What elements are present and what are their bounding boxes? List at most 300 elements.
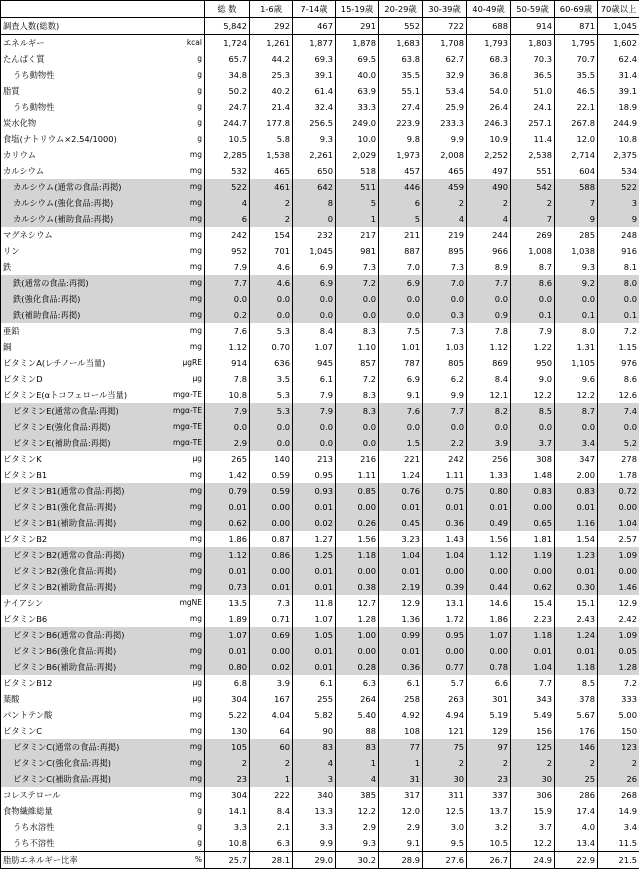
value-cell: 1,708 [423, 35, 467, 52]
value-cell: 7.4 [598, 403, 639, 419]
value-cell: 265 [205, 451, 250, 467]
table-row [1, 35, 639, 52]
value-cell: 343 [511, 691, 555, 707]
value-cell: 857 [336, 355, 379, 371]
value-cell: 5.22 [205, 707, 250, 723]
value-cell: 34.8 [205, 67, 250, 83]
table-row [1, 691, 639, 707]
value-cell: 1 [379, 755, 423, 771]
value-cell: 291 [336, 18, 379, 35]
value-cell: 467 [293, 18, 336, 35]
table-row [1, 563, 639, 579]
value-cell: 2.2 [423, 435, 467, 451]
value-cell: 1,877 [293, 35, 336, 52]
table-row [1, 643, 639, 659]
table-row [1, 323, 639, 339]
row-unit: g [161, 819, 205, 835]
value-cell: 8.5 [555, 675, 598, 691]
value-cell: 532 [205, 163, 250, 179]
value-cell: 0.9 [467, 307, 511, 323]
value-cell: 0.00 [336, 643, 379, 659]
value-cell: 1.16 [555, 515, 598, 531]
column-header: 総 数 [205, 1, 250, 18]
value-cell: 895 [423, 243, 467, 259]
value-cell: 0.0 [205, 291, 250, 307]
value-cell: 12.5 [423, 803, 467, 819]
value-cell: 308 [511, 451, 555, 467]
value-cell: 8.6 [511, 275, 555, 291]
value-cell: 24.9 [511, 852, 555, 869]
value-cell: 0.0 [205, 419, 250, 435]
value-cell: 242 [423, 451, 467, 467]
value-cell: 7.9 [205, 259, 250, 275]
value-cell: 3 [598, 195, 639, 211]
value-cell: 2.57 [598, 531, 639, 547]
value-cell: 0.49 [467, 515, 511, 531]
value-cell: 0.01 [293, 499, 336, 515]
value-cell: 11.4 [511, 131, 555, 147]
row-unit: mg [161, 195, 205, 211]
value-cell: 21.4 [250, 99, 293, 115]
value-cell: 1.09 [598, 547, 639, 563]
row-unit: mg [161, 259, 205, 275]
value-cell: 2,261 [293, 147, 336, 163]
value-cell: 1.04 [423, 547, 467, 563]
value-cell: 55.1 [379, 83, 423, 99]
value-cell: 0.00 [598, 563, 639, 579]
value-cell: 8.4 [467, 371, 511, 387]
row-unit: μg [161, 675, 205, 691]
value-cell: 1.18 [336, 547, 379, 563]
value-cell: 6.8 [205, 675, 250, 691]
value-cell: 18.9 [598, 99, 639, 115]
value-cell: 5.3 [250, 387, 293, 403]
row-unit: mg [161, 723, 205, 739]
value-cell: 6.9 [379, 275, 423, 291]
value-cell: 8.2 [467, 403, 511, 419]
value-cell: 805 [423, 355, 467, 371]
table-row [1, 371, 639, 387]
value-cell: 0.01 [511, 643, 555, 659]
value-cell: 1.42 [205, 467, 250, 483]
value-cell: 0.01 [293, 563, 336, 579]
value-cell: 0.01 [555, 499, 598, 515]
value-cell: 0.0 [293, 291, 336, 307]
value-cell: 9.2 [555, 275, 598, 291]
row-label: ビタミンC(通常の食品:再掲) [1, 739, 161, 755]
value-cell: 0.01 [205, 499, 250, 515]
value-cell: 50.2 [205, 83, 250, 99]
value-cell: 7.3 [423, 259, 467, 275]
value-cell: 23 [205, 771, 250, 787]
value-cell: 0.80 [205, 659, 250, 675]
value-cell: 0.69 [250, 627, 293, 643]
value-cell: 211 [379, 227, 423, 243]
row-unit: mg [161, 147, 205, 163]
value-cell: 2,538 [511, 147, 555, 163]
table-row [1, 707, 639, 723]
value-cell: 24.1 [511, 99, 555, 115]
row-unit: mg [161, 467, 205, 483]
value-cell: 0.39 [423, 579, 467, 595]
row-label: カリウム [1, 147, 161, 163]
value-cell: 0.0 [555, 419, 598, 435]
table-row [1, 627, 639, 643]
value-cell: 10.8 [598, 131, 639, 147]
value-cell: 4 [205, 195, 250, 211]
value-cell: 25.9 [423, 99, 467, 115]
value-cell: 6.3 [250, 835, 293, 852]
value-cell: 4.04 [250, 707, 293, 723]
value-cell: 3.4 [598, 819, 639, 835]
value-cell: 2 [555, 755, 598, 771]
value-cell: 269 [511, 227, 555, 243]
value-cell: 2.00 [555, 467, 598, 483]
value-cell: 2,252 [467, 147, 511, 163]
row-unit: μg [161, 451, 205, 467]
value-cell: 1.27 [293, 531, 336, 547]
value-cell: 12.6 [598, 387, 639, 403]
value-cell: 3.3 [205, 819, 250, 835]
value-cell: 223.9 [379, 115, 423, 131]
value-cell: 25 [555, 771, 598, 787]
value-cell: 0.0 [250, 419, 293, 435]
value-cell: 9.8 [379, 131, 423, 147]
row-label: 鉄(強化食品:再掲) [1, 291, 161, 307]
value-cell: 0.95 [423, 627, 467, 643]
value-cell: 9.3 [293, 131, 336, 147]
column-header: 7-14歳 [293, 1, 336, 18]
value-cell: 0.00 [250, 563, 293, 579]
value-cell: 9 [598, 211, 639, 227]
value-cell: 304 [205, 691, 250, 707]
row-label: 食物繊維総量 [1, 803, 161, 819]
value-cell: 213 [293, 451, 336, 467]
value-cell: 278 [598, 451, 639, 467]
value-cell: 2 [250, 211, 293, 227]
value-cell: 2 [250, 195, 293, 211]
value-cell: 0.00 [511, 499, 555, 515]
value-cell: 1.48 [511, 467, 555, 483]
value-cell: 11.8 [293, 595, 336, 611]
value-cell: 5.00 [598, 707, 639, 723]
value-cell: 7.2 [598, 323, 639, 339]
value-cell: 7.6 [379, 403, 423, 419]
row-label: ビタミンE(強化食品:再掲) [1, 419, 161, 435]
table-row [1, 163, 639, 179]
value-cell: 0.02 [293, 515, 336, 531]
table-row [1, 147, 639, 163]
value-cell: 522 [205, 179, 250, 195]
value-cell: 0.26 [336, 515, 379, 531]
value-cell: 36.5 [511, 67, 555, 83]
value-cell: 1.46 [598, 579, 639, 595]
value-cell: 6.1 [379, 675, 423, 691]
value-cell: 292 [250, 18, 293, 35]
value-cell: 0.00 [598, 499, 639, 515]
value-cell: 83 [293, 739, 336, 755]
value-cell: 0.70 [250, 339, 293, 355]
value-cell: 15.1 [555, 595, 598, 611]
row-unit: mg [161, 659, 205, 675]
row-unit: g [161, 83, 205, 99]
row-label: 調査人数(総数) [1, 18, 161, 35]
value-cell: 385 [336, 787, 379, 803]
value-cell: 0.00 [423, 563, 467, 579]
header-unit-cell [161, 1, 205, 18]
value-cell: 4 [467, 211, 511, 227]
value-cell: 1.28 [598, 659, 639, 675]
row-label: カルシウム(通常の食品:再掲) [1, 179, 161, 195]
value-cell: 1.12 [467, 339, 511, 355]
value-cell: 44.2 [250, 51, 293, 67]
value-cell: 69.3 [293, 51, 336, 67]
value-cell: 31.4 [598, 67, 639, 83]
value-cell: 0.72 [598, 483, 639, 499]
value-cell: 542 [511, 179, 555, 195]
value-cell: 90 [293, 723, 336, 739]
value-cell: 0.01 [467, 499, 511, 515]
row-unit: mg [161, 243, 205, 259]
row-label: 亜鉛 [1, 323, 161, 339]
row-unit: mgNE [161, 595, 205, 611]
value-cell: 10.5 [467, 835, 511, 852]
value-cell: 650 [293, 163, 336, 179]
value-cell: 256.5 [293, 115, 336, 131]
value-cell: 13.5 [205, 595, 250, 611]
value-cell: 257.1 [511, 115, 555, 131]
value-cell: 97 [467, 739, 511, 755]
value-cell: 53.4 [423, 83, 467, 99]
column-header: 20-29歳 [379, 1, 423, 18]
value-cell: 7 [511, 211, 555, 227]
table-row [1, 611, 639, 627]
value-cell: 1.72 [423, 611, 467, 627]
column-header: 50-59歳 [511, 1, 555, 18]
value-cell: 123 [598, 739, 639, 755]
table-row [1, 307, 639, 323]
value-cell: 0.01 [379, 499, 423, 515]
value-cell: 688 [467, 18, 511, 35]
value-cell: 217 [336, 227, 379, 243]
value-cell: 446 [379, 179, 423, 195]
row-label: ビタミンB2 [1, 531, 161, 547]
row-label: ビタミンB2(補助食品:再掲) [1, 579, 161, 595]
row-unit: mg [161, 627, 205, 643]
value-cell: 1.12 [467, 547, 511, 563]
value-cell: 787 [379, 355, 423, 371]
value-cell: 6.2 [423, 371, 467, 387]
value-cell: 0.0 [336, 291, 379, 307]
value-cell: 9.9 [423, 131, 467, 147]
value-cell: 0.0 [379, 291, 423, 307]
table-row [1, 531, 639, 547]
row-label: ビタミンB1(通常の食品:再掲) [1, 483, 161, 499]
value-cell: 0.28 [336, 659, 379, 675]
table-row [1, 595, 639, 611]
value-cell: 12.0 [555, 131, 598, 147]
row-label: うち不溶性 [1, 835, 161, 852]
value-cell: 0.59 [250, 467, 293, 483]
value-cell: 3.2 [467, 819, 511, 835]
value-cell: 461 [250, 179, 293, 195]
value-cell: 6.9 [293, 259, 336, 275]
value-cell: 1.05 [293, 627, 336, 643]
value-cell: 2,029 [336, 147, 379, 163]
value-cell: 11.5 [598, 835, 639, 852]
value-cell: 0.01 [293, 579, 336, 595]
row-label: ビタミンB6(通常の食品:再掲) [1, 627, 161, 643]
value-cell: 233.3 [423, 115, 467, 131]
value-cell: 0.38 [336, 579, 379, 595]
table-row [1, 195, 639, 211]
value-cell: 1.01 [379, 339, 423, 355]
value-cell: 7.0 [379, 259, 423, 275]
value-cell: 0.0 [511, 419, 555, 435]
header-label-cell [1, 1, 161, 18]
value-cell: 0.73 [205, 579, 250, 595]
value-cell: 2 [250, 755, 293, 771]
value-cell: 0.45 [379, 515, 423, 531]
row-label: 鉄 [1, 259, 161, 275]
value-cell: 1,795 [555, 35, 598, 52]
value-cell: 459 [423, 179, 467, 195]
value-cell: 1.18 [555, 659, 598, 675]
value-cell: 7.2 [336, 275, 379, 291]
value-cell: 268 [598, 787, 639, 803]
value-cell: 77 [379, 739, 423, 755]
value-cell: 0.0 [336, 435, 379, 451]
value-cell: 7.7 [423, 403, 467, 419]
value-cell: 32.4 [293, 99, 336, 115]
value-cell: 7.7 [511, 675, 555, 691]
value-cell: 5.7 [423, 675, 467, 691]
value-cell: 4 [293, 755, 336, 771]
value-cell: 6.9 [293, 275, 336, 291]
row-unit: g [161, 131, 205, 147]
value-cell: 10.8 [205, 387, 250, 403]
value-cell: 263 [423, 691, 467, 707]
value-cell: 10.5 [205, 131, 250, 147]
value-cell: 8.7 [511, 259, 555, 275]
table-row [1, 291, 639, 307]
value-cell: 12.9 [598, 595, 639, 611]
value-cell: 916 [598, 243, 639, 259]
table-row [1, 339, 639, 355]
value-cell: 88 [336, 723, 379, 739]
value-cell: 0.0 [467, 419, 511, 435]
column-header: 1-6歳 [250, 1, 293, 18]
value-cell: 167 [250, 691, 293, 707]
value-cell: 981 [336, 243, 379, 259]
value-cell: 1 [336, 211, 379, 227]
row-label: 脂肪エネルギー比率 [1, 852, 161, 869]
value-cell: 30 [511, 771, 555, 787]
table-row [1, 771, 639, 787]
value-cell: 0.0 [423, 291, 467, 307]
value-cell: 5 [379, 211, 423, 227]
value-cell: 246.3 [467, 115, 511, 131]
value-cell: 9 [555, 211, 598, 227]
value-cell: 14.6 [467, 595, 511, 611]
value-cell: 26.7 [467, 852, 511, 869]
value-cell: 0.1 [598, 307, 639, 323]
table-row [1, 419, 639, 435]
table-row [1, 515, 639, 531]
value-cell: 68.3 [467, 51, 511, 67]
value-cell: 9.9 [293, 835, 336, 852]
value-cell: 28.1 [250, 852, 293, 869]
row-label: 炭水化物 [1, 115, 161, 131]
value-cell: 154 [250, 227, 293, 243]
row-label: 脂質 [1, 83, 161, 99]
value-cell: 1,724 [205, 35, 250, 52]
value-cell: 0.0 [336, 419, 379, 435]
row-label: 鉄(補助食品:再掲) [1, 307, 161, 323]
value-cell: 222 [250, 787, 293, 803]
value-cell: 378 [555, 691, 598, 707]
value-cell: 0.77 [423, 659, 467, 675]
value-cell: 0.83 [511, 483, 555, 499]
table-row [1, 435, 639, 451]
value-cell: 105 [205, 739, 250, 755]
value-cell: 4 [423, 211, 467, 227]
value-cell: 1.36 [379, 611, 423, 627]
row-unit: mg [161, 227, 205, 243]
row-label: ビタミンB6(補助食品:再掲) [1, 659, 161, 675]
value-cell: 1.04 [511, 659, 555, 675]
table-header-row [1, 1, 639, 18]
value-cell: 0.3 [423, 307, 467, 323]
value-cell: 0.01 [379, 643, 423, 659]
row-label: ビタミンE(通常の食品:再掲) [1, 403, 161, 419]
value-cell: 0.0 [511, 291, 555, 307]
value-cell: 40.2 [250, 83, 293, 99]
row-unit: μgRE [161, 355, 205, 371]
value-cell: 1.22 [511, 339, 555, 355]
value-cell: 7.9 [293, 403, 336, 419]
row-unit: g [161, 835, 205, 852]
row-label: カルシウム(強化食品:再掲) [1, 195, 161, 211]
value-cell: 8.4 [293, 323, 336, 339]
table-row [1, 387, 639, 403]
value-cell: 0.59 [250, 483, 293, 499]
value-cell: 976 [598, 355, 639, 371]
table-row [1, 51, 639, 67]
value-cell: 642 [293, 179, 336, 195]
row-unit: mg [161, 211, 205, 227]
value-cell: 61.4 [293, 83, 336, 99]
value-cell: 0.1 [511, 307, 555, 323]
table-row [1, 467, 639, 483]
value-cell: 8.3 [336, 403, 379, 419]
row-label: ビタミンB2(通常の食品:再掲) [1, 547, 161, 563]
value-cell: 13.3 [293, 803, 336, 819]
row-unit: g [161, 51, 205, 67]
value-cell: 869 [467, 355, 511, 371]
value-cell: 30 [423, 771, 467, 787]
row-label: うち水溶性 [1, 819, 161, 835]
value-cell: 51.0 [511, 83, 555, 99]
value-cell: 0.00 [336, 563, 379, 579]
row-unit: mg [161, 707, 205, 723]
value-cell: 966 [467, 243, 511, 259]
value-cell: 63.8 [379, 51, 423, 67]
value-cell: 7.3 [336, 259, 379, 275]
value-cell: 13.7 [467, 803, 511, 819]
value-cell: 0.2 [205, 307, 250, 323]
row-unit: mg [161, 643, 205, 659]
